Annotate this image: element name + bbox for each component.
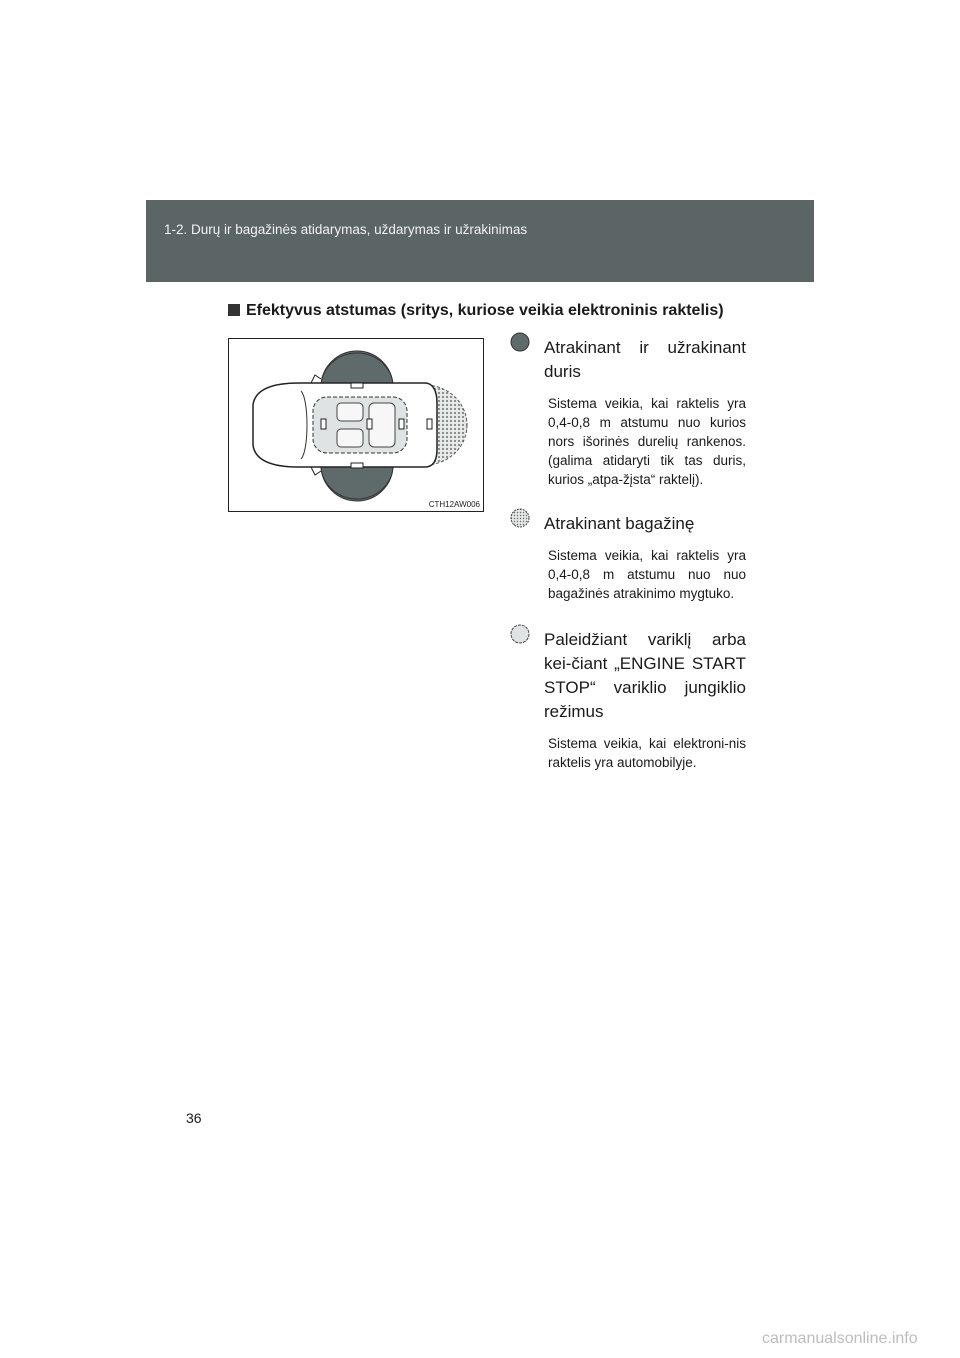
item-title: Atrakinant bagažinę [544,514,695,533]
item-engine [510,628,746,772]
footer-watermark: carmanualsonline.info [762,1330,918,1347]
item-title: Paleidžiant variklį arba kei-čiant „ENGINE START STOP“ variklio jungiklio režimus [544,630,746,721]
item-doors [510,336,746,489]
section-heading [228,302,724,320]
item-description: Sistema veikia, kai raktelis yra 0,4-0,8 m atstumu nuo nuo bagažinės atrakinimo mygtuko. [548,548,746,601]
section-title: Efektyvus atstumas (sritys, kuriose veikia elektroninis raktelis) [246,302,724,319]
item-description: Sistema veikia, kai raktelis yra 0,4-0,8 m atstumu nuo kurios nors išorinės durelių rankenos. (galima atidaryti tik tas duris, kurios „atpa-žįsta“ raktelį). [548,396,746,487]
chapter-header [146,200,814,282]
solid-zone-icon [510,332,530,352]
item-description: Sistema veikia, kai elektroni-nis raktelis yra automobilyje. [548,736,746,770]
page-number: 36 [186,1110,202,1126]
car-diagram [228,338,484,512]
item-title: Atrakinant ir užrakinant duris [544,338,746,381]
dotted-zone-icon [510,508,530,528]
light-zone-icon [510,624,530,644]
chapter-breadcrumb: 1-2. Durų ir bagažinės atidarymas, uždarymas ir užrakinimas [164,222,528,237]
car-top-view-diagram [229,339,483,511]
bullet-square-icon [228,304,240,316]
item-trunk [510,512,746,603]
figure-code: CTH12AW006 [428,500,480,509]
